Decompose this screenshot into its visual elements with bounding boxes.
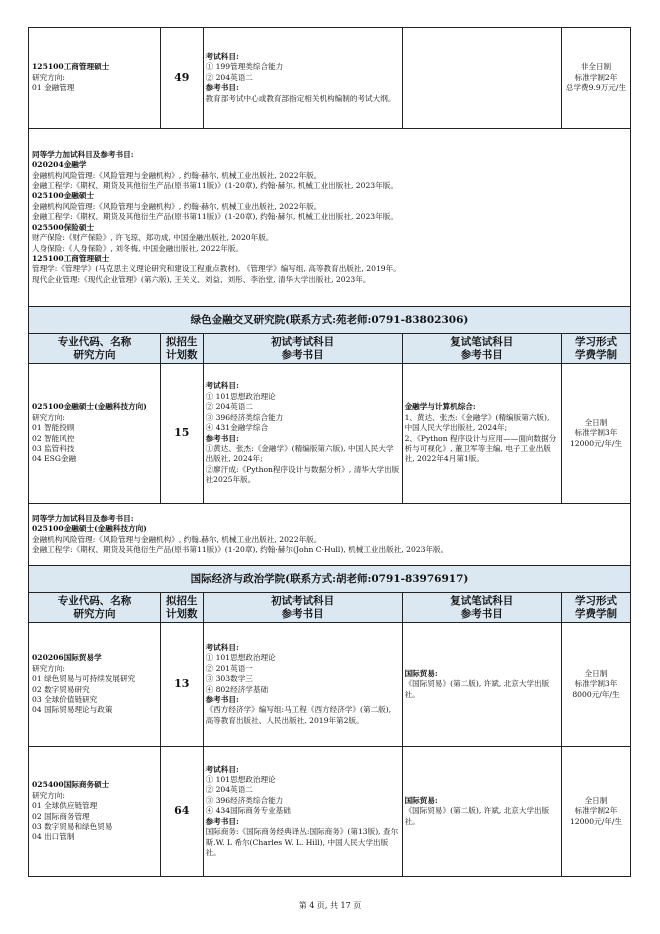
header-program: 专业代码、名称 研究方向: [29, 334, 161, 364]
equivalence-title: 同等学力加试科目及参考书目:: [32, 149, 134, 159]
ref-text: 教育部考试中心或教育部指定相关机构编制的考试大纲。: [205, 93, 396, 103]
header-mode: 学习形式 学费学制: [561, 593, 630, 623]
exam-cell: [203, 28, 402, 129]
equivalence-subject: 025100金融硕士(金融科技方向): [32, 524, 147, 534]
equivalence-line: 金融工程学:《期权、期货及其他衍生产品(原书第11版)》(1-20章), 约翰·赫尔(John C·Hull), 机械工业出版社, 2023年版。: [32, 544, 449, 554]
header-retest: 复试笔试科目 参考书目: [402, 593, 561, 623]
ref-text: ①黄达、张杰:《金融学》(精编版第六版), 中国人民大学出版社, 2024年; ②廖汗成:《Python程序设计与数据分析》, 清华大学出版社2025年版。: [205, 443, 400, 485]
header-mode: 学习形式 学费学制: [561, 334, 630, 364]
quota-cell: 15: [160, 364, 203, 504]
equivalence-line: 财产保险:《财产保险》, 许飞琼、郑功成, 中国金融出版社, 2020年版。: [32, 233, 274, 243]
program-cell: [29, 28, 161, 129]
equivalence-line: 人身保险:《人身保险》, 刘冬梅, 中国金融出版社, 2022年版。: [32, 243, 244, 253]
header-quota: 拟招生 计划数: [160, 334, 203, 364]
header-program: 专业代码、名称 研究方向: [29, 593, 161, 623]
column-header-row: [29, 334, 631, 364]
ref-text: 国际商务:《国际商务经典译丛:国际商务》(第13版), 查尔斯.W. L 希尔(Charles W. L. Hill), 中国人民大学出版社。: [205, 827, 399, 857]
retest-cell: [402, 623, 561, 747]
program-directions: 研究方向: 01 金融管理: [32, 72, 75, 93]
equivalence-row: [29, 129, 631, 307]
equivalence-line: 金融机构风险管理:《风险管理与金融机构》, 约翰·赫尔, 机械工业出版社, 2022年版。: [32, 170, 322, 180]
equivalence-subject: 025500保险硕士: [32, 222, 95, 232]
equivalence-lines: [32, 160, 627, 285]
exam-items: ① 101思想政治理论 ② 204英语二 ③ 396经济类综合能力 ④ 434国际商务专业基础: [205, 775, 291, 816]
retest-cell: [402, 747, 561, 877]
institute-row: [29, 307, 631, 334]
header-quota: 拟招生 计划数: [160, 593, 203, 623]
exam-label: 考试科目:: [205, 642, 239, 652]
study-mode-cell: 全日制 标准学制3年 8000元/年/生: [561, 623, 630, 747]
exam-cell: [203, 747, 402, 877]
table-row: [29, 747, 631, 877]
study-mode-cell: 非全日制 标准学制2年 总学费9.9万元/生: [561, 28, 630, 129]
program-name: 020206国际贸易学: [32, 653, 102, 663]
equivalence-line: 金融机构风险管理:《风险管理与金融机构》, 约翰.赫尔, 机械工业出版社, 2022年版。: [32, 534, 322, 544]
table-row: [29, 364, 631, 504]
exam-items: ① 101思想政治理论 ② 204英语二 ③ 396经济类综合能力 ④ 431金融学综合: [205, 391, 284, 433]
table-row: [29, 623, 631, 747]
retest-label: 金融学与计算机综合:: [404, 402, 476, 412]
exam-label: 考试科目:: [205, 51, 239, 61]
column-header-row: [29, 593, 631, 623]
equivalence-row: [29, 504, 631, 566]
program-directions: 研究方向: 01 全球供应链管理 02 国际商务管理 03 数字贸易和绿色贸易 04 出口管制: [32, 790, 113, 842]
institute-title: 国际经济与政治学院(联系方式:胡老师:0791-83976917): [29, 566, 631, 593]
equivalence-lines: [32, 524, 627, 555]
retest-text: 《国际贸易》(第二版), 许斌, 北京大学出版社。: [404, 679, 550, 699]
equivalence-cell: [29, 504, 631, 566]
header-exam: 初试考试科目 参考书目: [203, 334, 402, 364]
program-name: 025400国际商务硕士: [32, 780, 110, 790]
quota-cell: 49: [160, 28, 203, 129]
exam-items: ① 101思想政治理论 ② 201英语一 ③ 303数学三 ④ 802经济学基础: [205, 653, 276, 694]
equivalence-line: 金融工程学:《期权、期货及其他衍生产品(原书第11版)》(1-20章), 约翰·赫尔, 机械工业出版社, 2023年版。: [32, 212, 398, 222]
ref-label: 参考书目:: [205, 83, 239, 93]
equivalence-title: 同等学力加试科目及参考书目:: [32, 513, 134, 523]
equivalence-line: 现代企业管理:《现代企业管理》(第六版), 王关义、刘益、刘彤、李治堂, 清华大学出版社, 2023年。: [32, 274, 371, 284]
program-directions: 研究方向: 01 智能投顾 02 智能风控 03 监管科技 04 ESG金融: [32, 412, 77, 464]
program-cell: [29, 747, 161, 877]
equivalence-line: 金融机构风险管理:《风险管理与金融机构》, 约翰·赫尔, 机械工业出版社, 2022年版。: [32, 201, 322, 211]
ref-label: 参考书目:: [205, 816, 239, 826]
retest-cell: [402, 28, 561, 129]
equivalence-subject: 125100工商管理硕士: [32, 253, 110, 263]
retest-label: 国际贸易:: [404, 795, 438, 805]
program-cell: [29, 623, 161, 747]
ref-label: 参考书目:: [205, 694, 239, 704]
exam-cell: [203, 364, 402, 504]
header-exam: 初试考试科目 参考书目: [203, 593, 402, 623]
program-name: 125100工商管理硕士: [32, 62, 110, 72]
retest-label: 国际贸易:: [404, 668, 438, 678]
equivalence-subject: 025100金融硕士: [32, 191, 95, 201]
institute-row: [29, 566, 631, 593]
program-name: 025100金融硕士(金融科技方向): [32, 402, 147, 412]
exam-cell: [203, 623, 402, 747]
study-mode-cell: 全日制 标准学制3年 12000元/年/生: [561, 364, 630, 504]
exam-items: ① 199管理类综合能力 ② 204英语二: [205, 62, 284, 82]
retest-text: 《国际贸易》(第二版), 许斌, 北京大学出版社。: [404, 806, 550, 826]
retest-cell: [402, 364, 561, 504]
quota-cell: 64: [160, 747, 203, 877]
exam-label: 考试科目:: [205, 764, 239, 774]
program-directions: 研究方向: 01 绿色贸易与可持续发展研究 02 数字贸易研究 03 全球价值链研究 04 国际贸易理论与政策: [32, 663, 136, 715]
exam-label: 考试科目:: [205, 381, 239, 391]
retest-text: 1、黄达、张杰:《金融学》(精编版第六版), 中国人民大学出版社, 2024年; 2、《Python 程序设计与应用——面向数据分析与可视化》, 董卫军等主编, 电子工业出版社, 2022年4月第1版。: [404, 412, 557, 464]
program-cell: [29, 364, 161, 504]
header-retest: 复试笔试科目 参考书目: [402, 334, 561, 364]
study-mode-cell: 全日制 标准学制2年 12000元/年/生: [561, 747, 630, 877]
equivalence-line: 管理学:《管理学》(马克思主义理论研究和建设工程重点教材), 《管理学》编写组, 高等教育出版社, 2019年。: [32, 264, 401, 274]
table-row: [29, 28, 631, 129]
equivalence-line: 金融工程学:《期权、期货及其他衍生产品(原书第11版)》(1-20章), 约翰·赫尔, 机械工业出版社, 2023年版。: [32, 181, 398, 191]
admissions-table: [28, 27, 631, 877]
institute-title: 绿色金融交叉研究院(联系方式:苑老师:0791-83802306): [29, 307, 631, 334]
equivalence-subject: 020204金融学: [32, 160, 87, 170]
ref-text: 《西方经济学》编写组:马工程《西方经济学》(第二版), 高等教育出版社、人民出版社, 2019年第2版。: [205, 705, 392, 725]
ref-label: 参考书目:: [205, 433, 239, 443]
quota-cell: 13: [160, 623, 203, 747]
equivalence-cell: [29, 129, 631, 307]
page-footer: 第 4 页, 共 17 页: [298, 901, 362, 910]
